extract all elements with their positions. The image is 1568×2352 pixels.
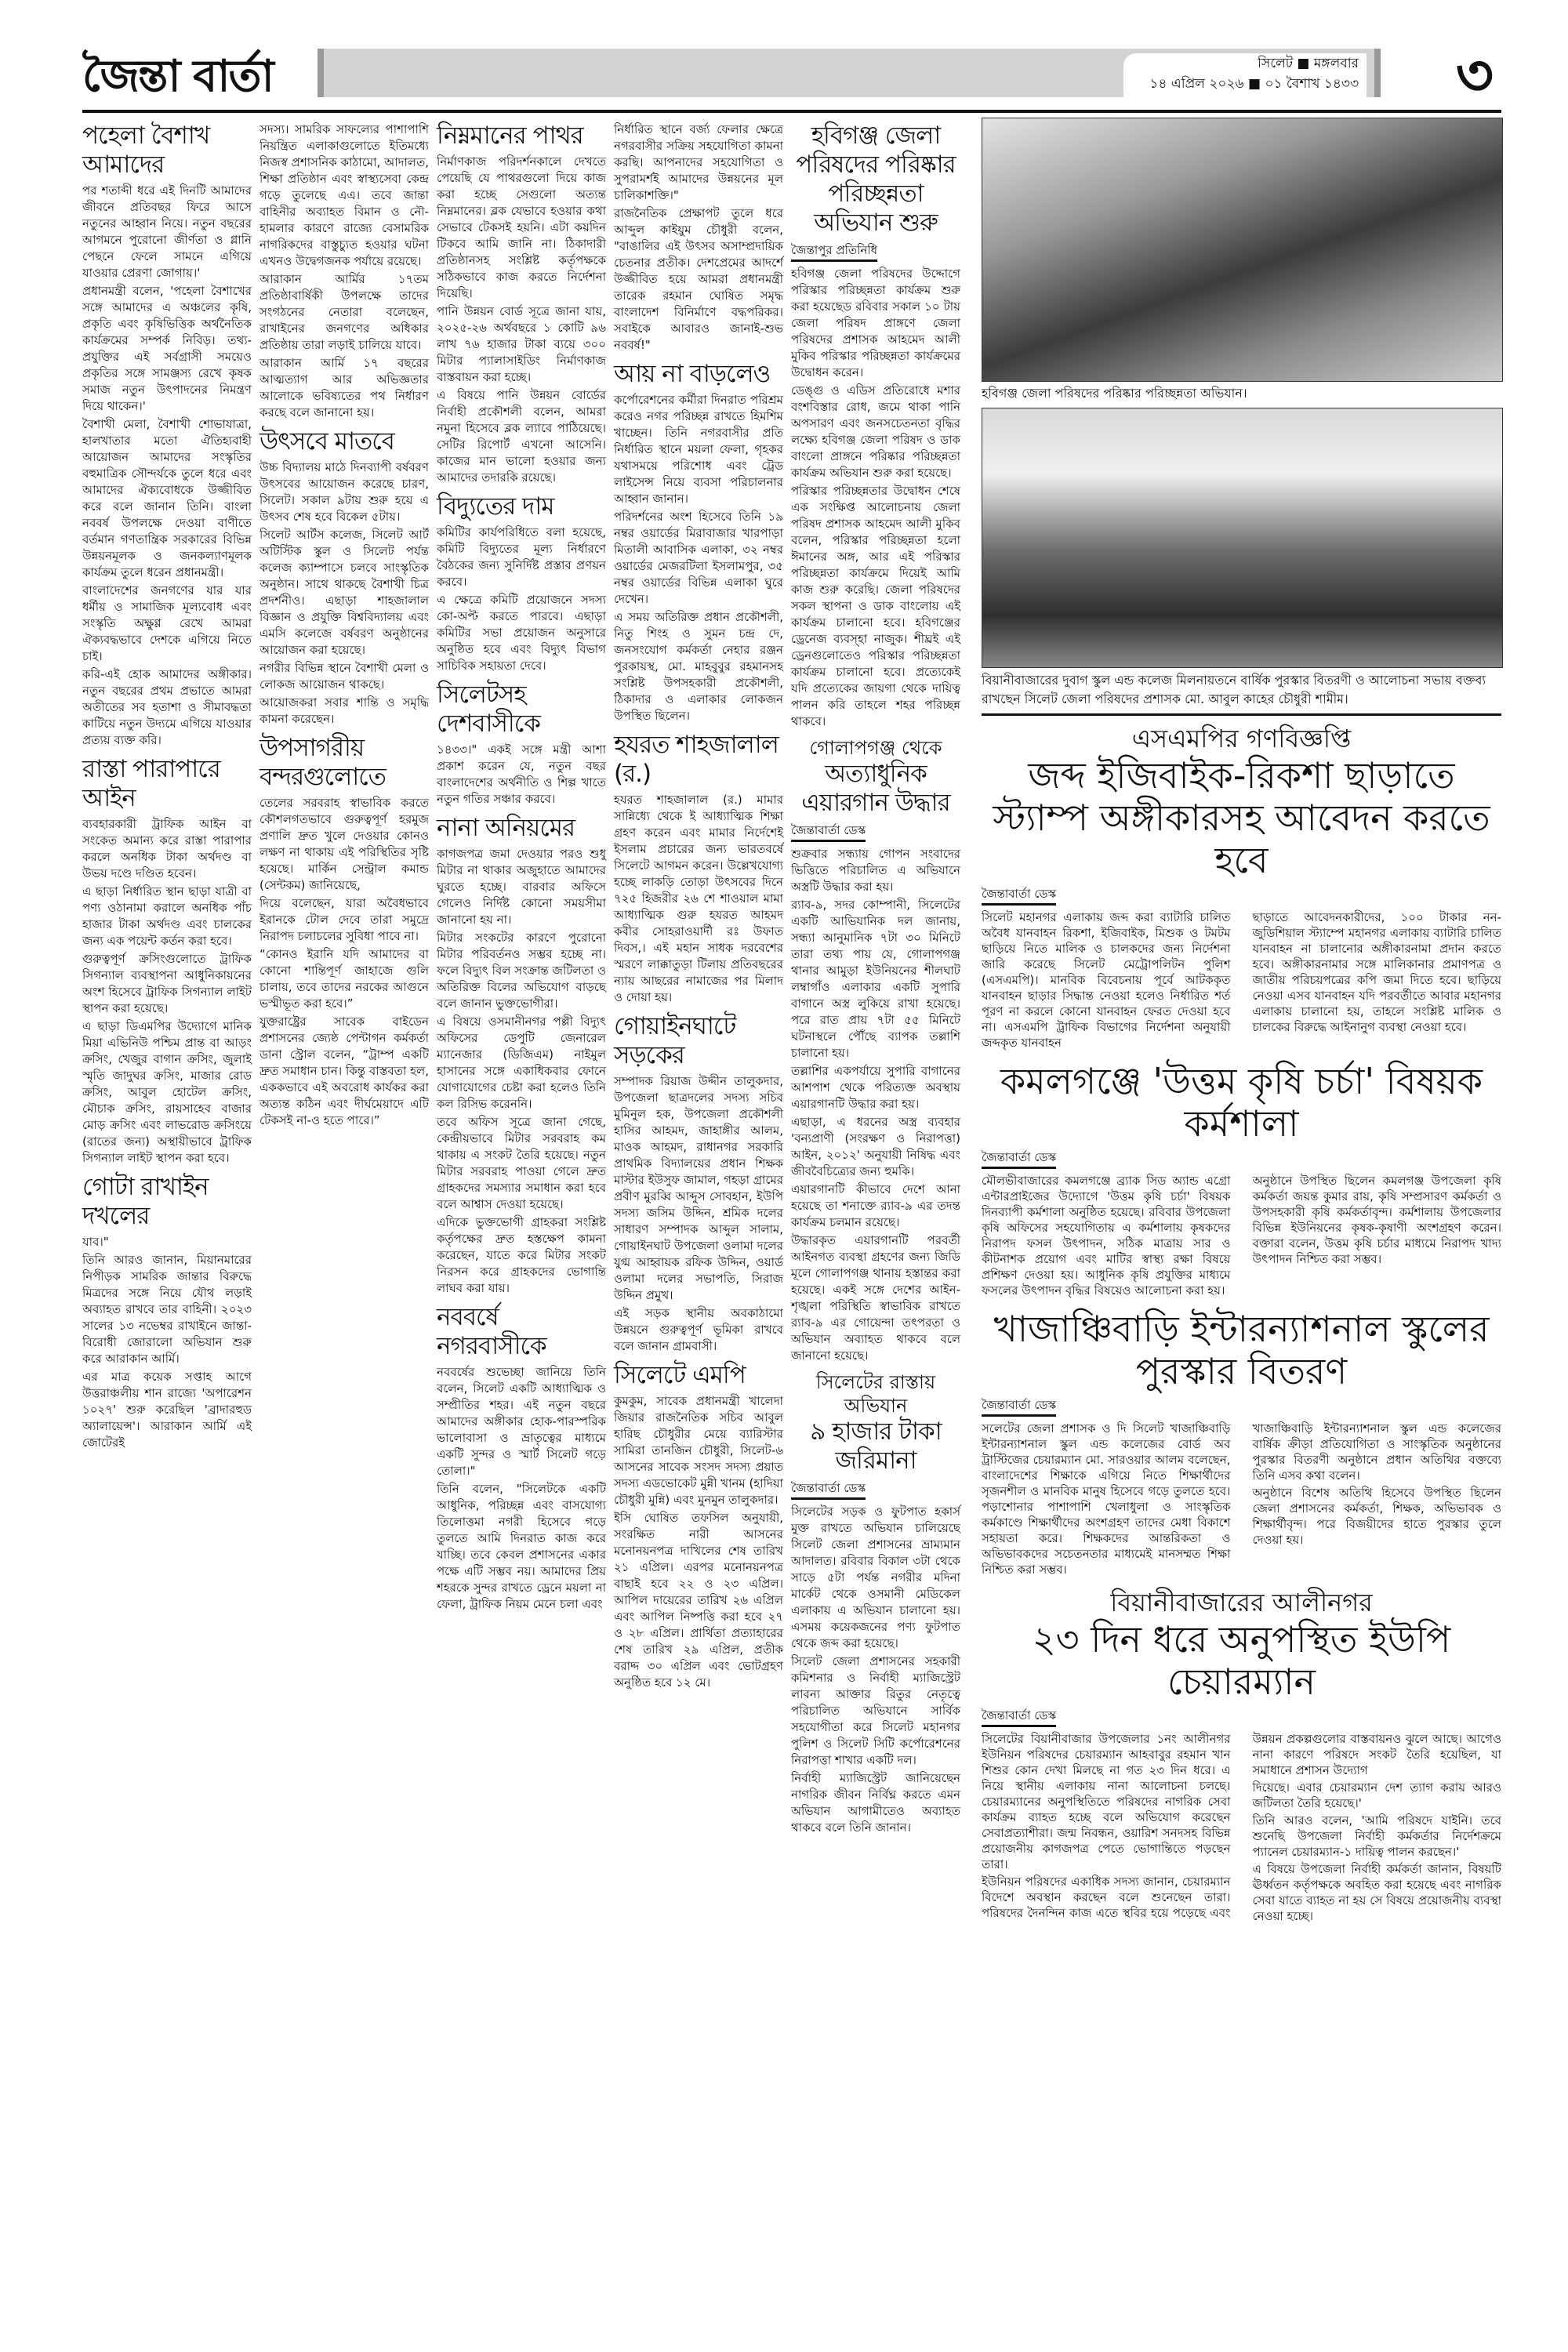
article-byline: জৈন্তাবার্তা ডেস্ক: [982, 886, 1056, 906]
article-paragraph: র‍্যাব-৯, সদর কোম্পানী, সিলেটের একটি আভিযানিক দল জানায়, সন্ধ্যা আনুমানিক ৭টা ৩০ মিনিটে তারা তথ্য পায় যে, গোলাপগঞ্জ থানার আমুড়া ইউনিয়নের শীলঘাট লম্বাগাঁও এলাকার একটি সুপারি বাগানে অস্ত্র লুকিয়ে রাখা হয়েছে। পরে রাত প্রায় ৭টা ৫৫ মিনিটে ঘটনাস্থলে পৌঁছে ব্যাপক তল্লাশি চালানো হয়।: [791, 898, 960, 1060]
article-headline: অত্যাধুনিক এয়ারগান উদ্ধার: [801, 760, 950, 817]
article-paragraph: কাগজপত্র জমা দেওয়ার পরও শুধু মিটার না থাকার অজুহাতে আমাদের ঘুরতে হচ্ছে। বারবার অফিসে গেলেও নির্দিষ্ট কোনো সময়সীমা জানানো হয় না।: [437, 847, 606, 927]
page-number: ৩: [1455, 42, 1494, 109]
article: [437, 681, 606, 808]
article-paragraph: রাজনৈতিক প্রেক্ষাপট তুলে ধরে আব্দুল কাইয়ুম চৌধুরী বলেন, "বাঙালির এই উৎসব অসাম্প্রদায়িক চেতনার প্রতীক। দেশপ্রেমের আদর্শে উজ্জীবিত হয়ে আমরা প্রধানমন্ত্রী তারেক রহমান ঘোষিত সমৃদ্ধ বাংলাদেশ বিনির্মাণে বদ্ধপরিকর। সবাইকে আবারও জানাই-শুভ নববর্ষ!": [614, 206, 783, 352]
article-body: [614, 1393, 783, 1691]
article-body: [614, 122, 783, 354]
article-paragraph: পরিস্কার পরিচ্ছন্নতার উদ্বোধন শেষে এক সংক্ষিপ্ত আলোচনায় জেলা পরিষদ প্রশাসক আহমেদ আলী মুকিব বলেন, পরিস্কার পরিচ্ছন্নতা হলো ঈমানের অঙ্গ, আর এই পরিস্কার পরিচ্ছন্নতা কার্যক্রমে দিয়েই আমি কাজ শুরু করেছি। জেলা পরিষদের সকল স্থাপনা ও ডাক বাংলোয় এই কার্যক্রম চালানো হবে। হবিগঞ্জের ড্রেনেজ ব্যবস্হা নাজুক। শীঘ্রই এই ড্রেনগুলোতেও পরিস্কার পরিচ্ছন্নতা কার্যক্রম চালানো হবে। প্রত্যেকেই যদি প্রত্যেকের জায়গা থেকে দায়িত্ব পালন করি তাহলে শহর পরিচ্ছন্ন থাকবে।: [791, 484, 960, 728]
article-body: [260, 795, 429, 1129]
article-paragraph: ইউনিয়ন পরিষদের একাধিক সদস্য জানান, চেয়ারম্যান বিদেশে অবস্থান করছেন বলে শুনেছেন তারা। পরিষদের দৈনন্দিন কাজ এতে স্থবির হয়ে পড়েছে এবং উন্নয়ন প্রকল্পগুলোর বাস্তবায়নও ঝুলে আছে। আগেও নানা কারণে পরিষদে সংকট তৈরি হয়েছিল, যা সমাধানে প্রশাসন উদ্যোগ: [982, 1732, 1501, 1920]
article-paragraph: কমিটির কার্যপরিধিতে বলা হয়েছে, কমিটি বিদ্যুতের মূল্য নির্ধারণে বৈঠকের জন্য সুনির্দিষ্ট প্রস্তাব প্রণয়ন করবে।: [437, 525, 606, 589]
article-body: [260, 459, 429, 728]
article-paragraph: সিলেট জেলা প্রশাসনের সহকারী কমিশনার ও নির্বাহী ম্যাজিস্ট্রেট লাবন্য আক্তার রিতুর নেতৃত্বে পরিচালিত অভিযানে সার্বিক সহযোগীতা করে সিলেট মহানগর পুলিশ ও সিলেট সিটি কর্পোরেশনের নিরাপত্তা শাখার একটি দল।: [791, 1654, 960, 1767]
article: [437, 122, 606, 486]
article-paragraph: এ বিষয়ে ওসমানীনগর পল্লী বিদ্যুৎ অফিসের ডেপুটি জেনারেল ম্যানেজার (ডিজিএম) নাইমুল হাসানের সঙ্গে একাধিকবার ফোনে যোগাযোগের চেষ্টা করা হলেও তিনি কল রিসিভ করেননি।: [437, 1014, 606, 1111]
article-body: [260, 122, 429, 421]
issue-date: ১৪ এপ্রিল ২০২৬ ■ ০১ বৈশাখ ১৪৩৩: [1149, 76, 1359, 92]
article-paragraph: করি-এই হোক আমাদের অঙ্গীকার। নতুন বছরের প্রথম প্রভাতে আমরা অতীতের সব হতাশা ও সীমাবদ্ধতা কাটিয়ে নতুন উদ্যমে এগিয়ে যাওয়ার প্রত্যয় ব্যক্ত করি।: [82, 667, 252, 747]
article-paragraph: হবিগঞ্জ জেলা পরিষদের উদ্দোগে পরিস্কার পরিচ্ছন্নতা কার্যক্রম শুরু করা হয়েছেড রবিবার সকাল ১০ টায় জেলা পরিষদ প্রাঙ্গণে জেলা পরিষদের প্রশাসক আহমেদ আলী মুকিব পরিস্কার পরিচ্ছন্নতা কার্যক্রমের উদ্বোধন করেন।: [791, 267, 960, 379]
article-headline: নিম্নমানের পাথর: [437, 122, 583, 150]
article-paragraph: তিনি আরও জানান, মিয়ানমারের নিপীড়ক সামরিক জান্তার বিরুদ্ধে মিত্রদের সঙ্গে নিয়ে যৌথ লড়াই অব্যাহত রাখবে তার বাহিনী। ২০২৩ সালের ১৩ নভেম্বর রাখাইনে জান্তা-বিরোধী জোরালো অভিযান শুরু করে আরাকান আর্মি।: [82, 1253, 252, 1366]
article: [982, 1308, 1501, 1577]
article-paragraph: উচ্চ বিদ্যালয় মাঠে দিনব্যাপী বর্ষবরণ উৎসবের আয়োজন করেছে চারণ, সিলেট। সকাল ৯টায় শুরু হয়ে এ উৎসব শেষ হবে বিকেল ৫টায়।: [260, 460, 429, 524]
dateline: [1123, 53, 1367, 97]
article-body: [82, 1234, 252, 1451]
section-divider: [982, 713, 1501, 716]
article-body: [982, 1731, 1501, 1924]
article-headline: সিলেটসহ দেশবাসীকে: [437, 681, 540, 738]
article-paragraph: দিয়ে বলেছেন, যারা অবৈধভাবে ইরানকে টোল দেবে তারা সমুদ্রে নিরাপদ চলাচলের সুবিধা পাবে না।: [260, 896, 429, 943]
article-paragraph: এছাড়া, এ ধরনের অস্ত্র ব্যবহার 'বন্যপ্রাণী (সংরক্ষণ ও নিরাপত্তা) আইন, ২০১২' অনুযায়ী নিষিদ্ধ এবং জীববৈচিত্র্যের জন্য হুমকি।: [791, 1115, 960, 1178]
article-paragraph: সিলেট মহানগর এলাকায় জব্দ করা ব্যাটারি চালিত অবৈধ যানবাহন রিকশা, ইজিবাইক, মিশুক ও টমটম ছাড়িয়ে নিতে মালিক ও চালকদের জন্য নির্দেশনা জারি করেছে সিলেট মেট্রোপলিটন পুলিশ (এসএমপি)। মানবিক বিবেচনায় পূর্বে আটককৃত যানবাহন ছাড়ার সিদ্ধান্ত নেওয়া হলেও নির্ধারিত শর্ত পূরণ না করলে কোনো যানবাহন ফেরত দেওয়া হবে না। এসএমপি ট্রাফিক বিভাগের নির্দেশনা অনুযায়ী জব্দকৃত যানবাহন: [982, 910, 1231, 1050]
article-paragraph: উদ্ধারকৃত এয়ারগানটি পরবর্তী আইনগত ব্যবস্থা গ্রহণের জন্য জিডি মূলে গোলাপগঞ্জ থানায় হস্তান্তর করা হয়েছে। একই সঙ্গে দেশের আইন-শৃঙ্খলা পরিস্থিতি স্বাভাবিক রাখতে র‍্যাব-৯ এর গোয়েন্দা তৎপরতা ও অভিযান অব্যাহত থাকবে বলে জানানো হয়েছে।: [791, 1233, 960, 1363]
article-kicker: গোলাপগঞ্জ থেকে: [809, 737, 942, 759]
article-headline: গোটা রাখাইন দখলের: [82, 1173, 209, 1230]
article-paragraph: এ সময় অতিরিক্ত প্রধান প্রকৌশলী, নিতু শিংহ ও সুমন চন্দ্র দে, জনসংযোগ কর্মকর্তা নেহার রঞ্জন পুরকায়স্থ, মো. মাহবুবুর রহমানসহ সংশ্লিষ্ট উপসহকারী প্রকৌশলী, ঠিকাদার ও এলাকার লোকজন উপস্থিত ছিলেন।: [614, 610, 783, 723]
article-paragraph: সদস্য। সামরিক সাফল্যের পাশাপাশি নিয়ন্ত্রিত এলাকাগুলোতে ইতিমধ্যে নিজস্ব প্রশাসনিক কাঠামো, আদালত, শিক্ষা প্রতিষ্ঠান এবং স্বাস্থ্যসেবা কেন্দ্র গড়ে তুলেছে এএ। তবে জান্তা বাহিনীর অব্যাহত বিমান ও নৌ-হামলার কারণে রাজ্যে বেসামরিক নাগরিকদের বাস্তুচ্যুত হওয়ার ঘটনা এখনও উদ্বেগজনক পর্যায়ে রয়েছে।: [260, 122, 429, 268]
article-headline: পহেলা বৈশাখ আমাদের: [82, 122, 210, 179]
article-body: [791, 1504, 960, 1836]
article-byline: জৈন্তাবার্তা ডেস্ক: [791, 822, 866, 842]
photo-prize-distribution: [982, 408, 1503, 668]
city-day: সিলেট ■ মঙ্গলবার: [1258, 56, 1359, 71]
article-paragraph: ব্যবহারকারী ট্রাফিক আইন বা সংকেত অমান্য করে রাস্তা পারাপার করলে অনধিক টাকা অর্থদণ্ড বা উভয় দণ্ডে দণ্ডিত হবেন।: [82, 817, 252, 880]
news-column-3: [437, 122, 606, 1619]
article-paragraph: যুক্তরাষ্ট্রের সাবেক বাইডেন প্রশাসনের জ্যেষ্ঠ পেন্টাগন কর্মকর্তা ডানা স্ট্রোল বলেন, “ট্রাম্প একটি দ্রুত সমাধান চান। কিন্তু বাস্তবতা হল, এককভাবে এই অবরোধ কার্যকর করা অত্যন্ত কঠিন এবং দীর্ঘমেয়াদে এটি টেকসই না-ও হতে পারে।”: [260, 1014, 429, 1127]
article-body: [437, 1364, 606, 1613]
article-byline: জৈন্তাপুর প্রতিনিধি: [791, 242, 877, 262]
article-paragraph: এ ছাড়া ডিএমপির উদ্যোগে মানিক মিয়া এভিনিউ পশ্চিম প্রান্ত বা আড়ং ক্রসিং, খেজুর বাগান ক্রসিং, জুলাই স্মৃতি জাদুঘর ক্রসিং, মাজার রোড ক্রসিং, আবুল হোটেল ক্রসিং, মৌচাক ক্রসিং, রায়সাহেব বাজার মোড় ক্রসিং এবং লাভরোড ক্রসিংয়ে (রাতের জন্য) অস্থায়ীভাবে ট্রাফিক সিগন্যাল লাইট স্থাপন করা হবে।: [82, 1019, 252, 1165]
article-paragraph: নির্মাণকাজ পরিদর্শনকালে দেখতে পেয়েছি যে পাথরগুলো দিয়ে কাজ করা হচ্ছে সেগুলো অত্যন্ত নিম্নমানের। ব্লক যেভাবে হওয়ার কথা সেভাবে টেকসই হয়নি। এটা কয়দিন টিকবে আমি জানি না। ঠিকাদারী প্রতিষ্ঠানসহ সংশ্লিষ্ট কর্তৃপক্ষকে সঠিকভাবে কাজ করতে নির্দেশনা দিয়েছি।: [437, 154, 606, 300]
article-paragraph: আয়োজকরা সবার শান্তি ও সমৃদ্ধি কামনা করেছেন।: [260, 695, 429, 726]
article: [82, 1173, 252, 1451]
article: [614, 122, 783, 354]
article: [260, 427, 429, 728]
article-body: [437, 154, 606, 486]
article-headline: বিদ্যুতের দাম: [437, 492, 554, 521]
article-headline: উৎসবে মাতবে: [260, 427, 394, 456]
article-body: [82, 183, 252, 749]
article-body: [614, 1073, 783, 1355]
article-paragraph: গুরুত্বপূর্ণ ক্রসিংগুলোতে ট্রাফিক সিগন্যাল ব্যবস্থাপনা আধুনিকায়নের অংশ হিসেবে ট্রাফিক সিগন্যাল লাইট স্থাপন করা হয়েছে।: [82, 952, 252, 1015]
article-kicker: এসএমপির গণবিজ্ঞপ্তি: [1131, 724, 1352, 753]
article-paragraph: প্রধানমন্ত্রী বলেন, 'পহেলা বৈশাখের সঙ্গে আমাদের এ অঞ্চলের কৃষি, প্রকৃতি এবং কৃষিভিত্তিক অর্থনৈতিক কার্যক্রমের সম্পর্ক নিবিড়। তথ্য-প্রযুক্তির এই সর্বগ্রাসী সময়েও প্রকৃতির সঙ্গে সামঞ্জস্য রেখে কৃষক সমাজ নতুন উৎপাদনের নিমন্ত্রণ দিয়ে থাকেন।': [82, 284, 252, 413]
article: [437, 1303, 606, 1613]
article: [982, 1060, 1501, 1298]
article-byline: জৈন্তাবার্তা ডেস্ক: [791, 1480, 866, 1500]
article: [614, 1012, 783, 1355]
news-column-4: [614, 122, 783, 1697]
article-headline: কমলগঞ্জে 'উত্তম কৃষি চর্চা' বিষয়ক কর্মশালা: [1000, 1060, 1483, 1145]
article: [614, 1361, 783, 1691]
article-paragraph: দিয়েছে। এবার চেয়ারম্যান দেশ ত্যাগ করায় আরও জটিলতা তৈরি হয়েছে।': [1252, 1780, 1501, 1810]
article-body: [982, 909, 1501, 1051]
article-paragraph: সম্পাদক রিয়াজ উদ্দীন তালুকদার, উপজেলা ছাত্রদলের সদস্য সচিব মুমিনুল হক, উপজেলা প্রকৌশলী হাসির আহমদ, জাহাঙ্গীর আলম, মাওক আহমদ, রাধানগর সরকারি প্রাথমিক বিদ্যালয়ের প্রধান শিক্ষক মাস্টার ইউসুফ জামাল, গহড়া গ্রামের প্রবীণ মুরব্বি আব্দুস সোবহান, ইউপি সদস্য জসিম উদ্দিন, শ্রমিক দলের সাধারণ সম্পাদক আব্দুল সালাম, গোয়াইনঘাট উপজেলা ওলামা দলের যুগ্ম আহ্বায়ক রফিক উদ্দিন, ওয়ার্ড ওলামা দলের সভাপতি, সিরাজ উদ্দিন প্রমুখ।: [614, 1074, 783, 1302]
article-paragraph: এয়ারগানটি কীভাবে দেশে আনা হয়েছে তা শনাক্তে র‍্যাব-৯ এর তদন্ত কার্যক্রম চলমান রয়েছে।: [791, 1182, 960, 1229]
article-headline: সিলেটে এমপি: [614, 1361, 746, 1389]
article-paragraph: এ বিষয়ে উপজেলা নির্বাহী কর্মকর্তা জানান, বিষয়টি ঊর্ধ্বতন কর্তৃপক্ষকে অবহিত করা হয়েছে এবং নাগরিক সেবা যাতে ব্যাহত না হয় সে বিষয়ে প্রয়োজনীয় ব্যবস্থা নেওয়া হচ্ছে।: [1252, 1862, 1501, 1923]
article-headline: রাস্তা পারাপারে আইন: [82, 755, 220, 812]
article: [82, 122, 252, 749]
article-paragraph: তল্লাশির একপর্যায়ে সুপারি বাগানের আশপাশ থেকে পরিত্যক্ত অবস্থায় এয়ারগানটি উদ্ধার করা হয়।: [791, 1064, 960, 1111]
article-paragraph: এদিকে ভুক্তভোগী গ্রাহকরা সংশ্লিষ্ট কর্তৃপক্ষের দ্রুত হস্তক্ষেপ কামনা করেছেন, যাতে করে মিটার সংকট নিরসন করে গ্রাহকদের ভোগান্তি লাঘব করা যায়।: [437, 1215, 606, 1295]
article: [791, 122, 960, 730]
article-paragraph: কর্পোরেশনের কর্মীরা দিনরাত পরিশ্রম করেও নগর পরিচ্ছন্ন রাখতে হিমশিম খাচ্ছেন। তিনি নগরবাসীর প্রতি নির্ধারিত স্থানে ময়লা ফেলা, গৃহকর যথাসময়ে পরিশোধ এবং ট্রেড লাইসেন্স নিয়ে ব্যবসা পরিচালনার আহ্বান জানান।: [614, 393, 783, 506]
article-headline: জব্দ ইজিবাইক-রিকশা ছাড়াতে স্ট্যাম্প অঙ্গীকারসহ আবেদন করতে হবে: [993, 754, 1490, 881]
article-paragraph: কুমকুম, সাবেক প্রধানমন্ত্রী খালেদা জিয়ার রাজনৈতিক সচিব আবুল হারিছ চৌধুরীর মেয়ে ব্যারিস্টার সামিরা তানজিন চৌধুরী, সিলেট-৬ আসনের সাবেক সংসদ সদস্য প্রয়াত সদস্য এডভোকেট মুন্নী খানম (হাদিয়া চৌধুরী মুন্নি) এবং মুনমুন তালুকদার।: [614, 1394, 783, 1507]
photo-caption: হবিগঞ্জ জেলা পরিষদের পরিষ্কার পরিচ্ছন্নতা অভিযান।: [982, 386, 1247, 401]
article-paragraph: নির্ধারিত স্থানে বর্জ্য ফেলার ক্ষেত্রে নগরবাসীর সক্রিয় সহযোগিতা কামনা করছি। আপনাদের সহযোগিতা ও সুপরামর্শই আমাদের উন্নয়নের মূল চালিকাশক্তি।": [614, 122, 783, 202]
article-paragraph: বৈশাখী মেলা, বৈশাখী শোভাযাত্রা, হালখাতার মতো ঐতিহ্যবাহী আয়োজন আমাদের সংস্কৃতির বহুমাত্রিক সৌন্দর্যকে তুলে ধরে এবং আমাদের ঐক্যবোধকে উজ্জীবিত করে বলে জানান তিনি। বাংলা নববর্ষ উপলক্ষে দেওয়া বাণীতে বর্তমান গণতান্ত্রিক সরকারের বিভিন্ন উন্নয়নমূলক ও জনকল্যাণমূলক কার্যক্রম তুলে ধরেন প্রধানমন্ত্রী।: [82, 417, 252, 579]
newspaper-logo: জৈন্তা বার্তা: [82, 50, 273, 102]
article-paragraph: এ বিষয়ে পানি উন্নয়ন বোর্ডের নির্বাহী প্রকৌশলী বলেন, আমরা নমুনা হিসেবে ব্লক ল্যাবে পাঠিয়েছে। সেটির রিপোর্ট এখনো আসেনি। কাজের মান ভালো হওয়ার জন্য আমাদের তদারকি রয়েছে।: [437, 388, 606, 485]
article-byline: জৈন্তাবার্তা ডেস্ক: [982, 1149, 1056, 1169]
article-kicker: সিলেটের রাস্তায় অভিযান: [815, 1371, 936, 1417]
article: [437, 492, 606, 674]
article-headline: খাজাঞ্চিবাড়ি ইন্টারন্যাশনাল স্কুলের পুরস্কার বিতরণ: [993, 1308, 1490, 1392]
article: [260, 734, 429, 1129]
article-paragraph: খাজাঞ্চিবাড়ি ইন্টারন্যাশনাল স্কুল এন্ড কলেজের বার্ষিক ক্রীড়া প্রতিযোগিতা ও সাংস্কৃতিক অনুষ্ঠানের পুরস্কার বিতরণী অনুষ্ঠানে প্রধান অতিথির বক্তব্যে তিনি এসব কথা বলেন।: [1252, 1421, 1501, 1483]
article-paragraph: নগরীর বিভিন্ন স্থানে বৈশাখী মেলা ও লোকজ আয়োজন থাকছে।: [260, 661, 429, 691]
article-body: [614, 392, 783, 724]
article-paragraph: সিলেটের বিয়ানীবাজার উপজেলার ১নং আলীনগর ইউনিয়ন পরিষদের চেয়ারম্যান আহবাবুর রহমান খান শিশুর কোন দেখা মিলছে না গত ২৩ দিন ধরে। এ নিয়ে স্থানীয় এলাকায় নানা আলোচনা চলছে। চেয়ারম্যানের অনুপস্থিতিতে পরিষদের নাগরিক সেবা কার্যক্রম ব্যাহত হচ্ছে বলে অভিযোগ করেছেন সেবাপ্রত্যাশীরা। জন্ম নিবন্ধন, ওয়ারিশ সনদসহ বিভিন্ন প্রয়োজনীয় কাগজপত্র পেতে ভোগান্তিতে পড়ছেন তারা।: [982, 1732, 1231, 1871]
article: [982, 723, 1501, 1051]
article-headline: ৯ হাজার টাকা জরিমানা: [810, 1417, 942, 1475]
article-paragraph: যাব।": [82, 1235, 109, 1249]
article: [437, 814, 606, 1297]
article-paragraph: নববর্ষের শুভেচ্ছা জানিয়ে তিনি বলেন, সিলেট একটি আধ্যাত্মিক ও সম্প্রীতির শহর। এই নতুন বছরে আমাদের অঙ্গীকার হোক-পারস্পরিক ভালোবাসা ও ভ্রাতৃত্বের মাধ্যমে একটি সুন্দর ও স্মার্ট সিলেট গড়ে তোলা।": [437, 1365, 606, 1478]
article-paragraph: বাংলাদেশের জনগণের যার যার ধর্মীয় ও সামাজিক মূল্যবোধ এবং সংস্কৃতি অক্ষুণ্ণ রেখে আমরা ঐক্যবদ্ধভাবে দেশকে এগিয়ে নিতে চাই।: [82, 583, 252, 663]
article-paragraph: অনুষ্ঠানে উপস্থিত ছিলেন কমলগঞ্জ উপজেলা কৃষি কর্মকর্তা জয়ন্ত কুমার রায়, কৃষি সম্প্রসারণ কর্মকর্তা ও উপসহকারী কৃষি কর্মকর্তাবৃন্দ। কর্মশালায় উপজেলার বিভিন্ন ইউনিয়নের কৃষক-কৃষাণী অংশগ্রহণ করেন। বক্তারা বলেন, উত্তম কৃষি চর্চার মাধ্যমে নিরাপদ খাদ্য উৎপাদন নিশ্চিত করা সম্ভব।: [1252, 1174, 1501, 1266]
article-kicker: বিয়ানীবাজারের আলীনগর: [1110, 1588, 1373, 1617]
article: [614, 731, 783, 1006]
article: [260, 122, 429, 421]
feature-column: [982, 723, 1501, 1933]
article-headline: হবিগঞ্জ জেলা পরিষদের পরিষ্কার পরিচ্ছন্নতা অভিযান শুরু: [796, 122, 956, 237]
article-body: [982, 1173, 1501, 1298]
article-paragraph: অনুষ্ঠানে বিশেষ অতিথি হিসেবে উপস্থিত ছিলেন জেলা প্রশাসনের কর্মকর্তা, শিক্ষক, অভিভাবক ও শিক্ষার্থীবৃন্দ। পরে বিজয়ীদের হাতে পুরস্কার তুলে দেওয়া হয়।: [1252, 1486, 1501, 1547]
article-byline: জৈন্তাবার্তা ডেস্ক: [982, 1708, 1056, 1727]
article-body: [437, 742, 606, 808]
article-paragraph: তিনি আরও বলেন, 'আমি পরিষদে যাইনি। তবে শুনেছি উপজেলা নির্বাহী কর্মকর্তার নির্দেশক্রমে প্যানেল চেয়ারম্যান-১ দায়িত্ব পালন করছেন।': [1252, 1813, 1501, 1859]
news-column-5: [791, 122, 960, 1842]
article-paragraph: ছাড়াতে আবেদনকারীদের, ১০০ টাকার নন-জুডিশিয়াল স্ট্যাম্পে মহানগর এলাকায় ব্যাটারি চালিত যানবাহন না চালানোর অঙ্গীকারনামা প্রদান করতে হবে। অঙ্গীকারনামার সঙ্গে মালিকানার প্রমাণপত্র ও জাতীয় পরিচয়পত্রের কপি জমা দিতে হবে। ছাড়িয়ে নেওয়া এসব যানবাহন যদি পরবর্তীতে আবার মহানগর এলাকায় চালানো হয়, তাহলে সংশ্লিষ্ট মালিক ও চালকের বিরুদ্ধে আইনানুগ ব্যবস্থা নেওয়া হবে।: [1252, 910, 1501, 1034]
article: [82, 755, 252, 1167]
article: [791, 736, 960, 1364]
article-paragraph: ডেঙ্গু ও এডিস প্রতিরোধে মশার বংশবিস্তার রোধ, জমে থাকা পানি অপসারণ এবং জনসচেতনতা বৃদ্ধির লক্ষ্যে হবিগঞ্জ জেলা পরিষদ ও ডাক বাংলো প্রাঙ্গনে পরিষ্কার পরিচ্ছন্নতা কার্যক্রম অভিযান শুরু করা হয়েছে।: [791, 383, 960, 480]
article-paragraph: পানি উন্নয়ন বোর্ড সূত্রে জানা যায়, ২০২৫-২৬ অর্থবছরে ১ কোটি ৯৬ লাখ ৭৬ হাজার টাকা ব্যয়ে ৩০০ মিটার প্যালাসাইডিং নির্মাণকাজ বাস্তবায়ন করা হচ্ছে।: [437, 304, 606, 384]
masthead: [82, 42, 1501, 109]
article-paragraph: সিলেট আর্টস কলেজ, সিলেট আর্ট অটিস্টিক স্কুল ও সিলেট পর্যন্ত কলেজ ক্যাম্পাসে চলবে সাংস্কৃতিক অনুষ্ঠান। সাথে থাকছে বৈশাখী চিত্র প্রদর্শনীও। এছাড়া শাহজালাল বিজ্ঞান ও প্রযুক্তি বিশ্ববিদ্যালয় এবং এমসি কলেজে বর্ষবরণ অনুষ্ঠানের আয়োজন করা হয়েছে।: [260, 528, 429, 657]
article: [614, 360, 783, 724]
article-body: [982, 1421, 1501, 1577]
article: [791, 1370, 960, 1836]
article-paragraph: এ ছাড়া নির্ধারিত স্থান ছাড়া যাত্রী বা পণ্য ওঠানামা করালে অনধিক পাঁচ হাজার টাকা অর্থদণ্ড এবং চালকের জন্য এক পয়েন্ট কর্তন করা হবে।: [82, 884, 252, 948]
article-paragraph: আরাকান আর্মি ১৭ বছরের আত্মত্যাগ আর অভিজ্ঞতার আলোকে ভবিষ্যতের পথ নির্ধারণ করছে বলে জানানো হয়।: [260, 356, 429, 419]
article-paragraph: আরাকান আর্মির ১৭তম প্রতিষ্ঠাবার্ষিকী উপলক্ষে তাদের সংগঠনের নেতারা বলেছেন, রাখাইনের জনগণের অধিকার প্রতিষ্ঠায় তারা লড়াই চালিয়ে যাবে।: [260, 272, 429, 352]
article-body: [791, 846, 960, 1364]
article-paragraph: হযরত শাহজালাল (র.) মামার সান্নিধ্যে থেকে ই আধ্যাত্মিক শিক্ষা গ্রহণ করেন এবং মামার নির্দেশেই ইসলাম প্রচারের জন্য ভারতবর্ষে সিলেটে আগমন করেন। উল্লেখযোগ্য হচ্ছে লাকড়ি তোড়া উৎসবের দিনে ৭২৫ হিজরীর ২৬ শে শাওয়াল মামা আধ্যাত্মিক গুরু হযরত আহমদ কবীর সোহরাওয়ার্দী রঃ উফাত দিবস,। এই মহান সাধক দরবেশের স্মরণে লাক্কাতুড়া টিলায় প্রতিবছরের ন্যায় আছরের নামাজের পর মিলাদ ও দোয়া হয়।: [614, 793, 783, 1004]
news-column-2: [260, 122, 429, 1135]
news-column-1: [82, 122, 252, 1457]
article-paragraph: পর শতাব্দী ধরে এই দিনটি আমাদের জীবনে প্রতিবছর ফিরে আসে নতুনের আহ্বান নিয়ে। নতুন বছরের আগমনে পুরোনো জীর্ণতা ও গ্লানি পেছনে ফেলে সামনে এগিয়ে যাওয়ার প্রেরণা জোগায়।': [82, 183, 252, 280]
article-paragraph: পরিদর্শনের অংশ হিসেবে তিনি ১৯ নম্বর ওয়ার্ডের মিরাবাজার খারপাড়া মিতালী আবাসিক এলাকা, ৩২ নম্বর ওয়ার্ডের মেজরটিলা ইসলামপুর, ৩৫ নম্বর ওয়ার্ডের বিভিন্ন এলাকা ঘুরে দেখেন।: [614, 510, 783, 606]
article-headline: নববর্ষে নগরবাসীকে: [437, 1303, 546, 1360]
article-paragraph: তেলের সরবরাহ স্বাভাবিক করতে কৌশলগতভাবে গুরুত্বপূর্ণ হরমুজ প্রণালি দ্রুত খুলে দেওয়ার কোনও লক্ষণ না থাকায় এই পরিস্থিতির সৃষ্টি হয়েছে। মার্কিন সেন্ট্রাল কমান্ড (সেন্টকম) জানিয়েছে,: [260, 796, 429, 892]
article-headline: আয় না বাড়লেও: [614, 360, 771, 388]
header-rule: [82, 110, 1501, 113]
article-byline: জৈন্তাবার্তা ডেস্ক: [982, 1397, 1056, 1417]
article-body: [437, 846, 606, 1297]
article-body: [791, 266, 960, 730]
article-paragraph: তবে অফিস সূত্রে জানা গেছে, কেন্দ্রীয়ভাবে মিটার সরবরাহ কম থাকায় এ সংকট তৈরি হয়েছে। নতুন মিটার সরবরাহ পাওয়া গেলে দ্রুত গ্রাহকদের সমস্যার সমাধান করা হবে বলে আশ্বাস দেওয়া হয়েছে।: [437, 1115, 606, 1211]
photo-cleanliness-drive: [982, 118, 1503, 382]
article-headline: ২৩ দিন ধরে অনুপস্থিত ইউপি চেয়ারম্যান: [1032, 1618, 1451, 1703]
masthead-bar: [318, 49, 1381, 97]
article-headline: গোয়াইনঘাটে সড়কের: [614, 1012, 736, 1069]
article-paragraph: সিলেটের সড়ক ও ফুটপাত হকার্স মুক্ত রাখতে অভিযান চালিয়েছে সিলেট জেলা প্রশাসনের ভ্রাম্যমান আদালত। রবিবার বিকাল ৩টা থেকে সাড়ে ৫টা পর্যন্ত নগরীর মদিনা মার্কেট থেকে ওসমানী মেডিকেল এলাকায় এ অভিযান চালানো হয়। এসময় কয়েকজনের পণ্য ফুটপাত থেকে জব্দ করা হয়েছে।: [791, 1504, 960, 1650]
article-headline: হযরত শাহজালাল (র.): [614, 731, 779, 788]
article-body: [82, 816, 252, 1167]
article-paragraph: এই সড়ক স্থানীয় অবকাঠামো উন্নয়নে গুরুত্বপূর্ণ ভূমিকা রাখবে বলে জানান গ্রামবাসী।: [614, 1306, 783, 1353]
photo-caption: বিয়ানীবাজারের দুবাগ স্কুল এন্ড কলেজ মিলনায়তনে বার্ষিক পুরস্কার বিতরণী ও আলোচনা সভায় বক্তব্য রাখছেন সিলেট জেলা পরিষদের প্রশাসক মো. আবুল কাহের চৌধুরী শামীম।: [982, 673, 1486, 706]
article-paragraph: মিটার সংকটের কারণে পুরোনো মিটার পরিবর্তনও সম্ভব হচ্ছে না। ফলে বিদ্যুৎ বিল সংক্রান্ত জটিলতা ও অতিরিক্ত বিলের অভিযোগ বাড়ছে বলে জানান ভুক্তভোগীরা।: [437, 931, 607, 1011]
article-paragraph: ইসি ঘোষিত তফসিল অনুযায়ী, সংরক্ষিত নারী আসনের মনোনয়নপত্র দাখিলের শেষ তারিখ ২১ এপ্রিল। এরপর মনোনয়নপত্র বাছাই হবে ২২ ও ২৩ এপ্রিল। আপিল দায়েরের তারিখ ২৬ এপ্রিল এবং আপিল নিষ্পত্তি করা হবে ২৭ ও ২৮ এপ্রিল। প্রার্থিতা প্রত্যাহারের শেষ তারিখ ২৯ এপ্রিল, প্রতীক বরাদ্দ ৩০ এপ্রিল এবং ভোটগ্রহণ অনুষ্ঠিত হবে ১২ মে।: [614, 1511, 783, 1690]
article-paragraph: ১৪৩৩।" একই সঙ্গে মন্ত্রী আশা প্রকাশ করেন যে, নতুন বছর বাংলাদেশের অর্থনীতি ও শিল্প খাতে নতুন গতির সঞ্চার করবে।: [437, 742, 606, 806]
article-paragraph: নির্বাহী ম্যাজিস্ট্রেট জানিয়েছেন নাগরিক জীবন নির্বিঘ্ন করতে এমন অভিযান আগামীতেও অব্যাহত থাকবে বলে তিনি জানান।: [791, 1771, 960, 1835]
article-body: [437, 524, 606, 674]
article-headline: উপসাগরীয় বন্দরগুলোতে: [260, 734, 386, 791]
article-paragraph: শুক্রবার সন্ধ্যায় গোপন সংবাদের ভিত্তিতে পরিচালিত এ অভিযানে অস্ত্রটি উদ্ধার করা হয়।: [791, 847, 960, 894]
article-headline: নানা অনিয়মের: [437, 814, 575, 842]
article-paragraph: এ ক্ষেত্রে কমিটি প্রয়োজনে সদস্য কো-অপ্ট করতে পারবে। এছাড়া কমিটির সভা প্রয়োজন অনুসারে অনুষ্ঠিত হবে এবং বিদ্যুৎ বিভাগ সাচিবিক সহায়তা দেবে।: [437, 593, 606, 673]
article-paragraph: “কোনও ইরানি যদি আমাদের বা কোনো শান্তিপূর্ণ জাহাজে গুলি চালায়, তবে তাদের নরকের আগুনে ভস্মীভূত করা হবে।”: [260, 947, 429, 1011]
article-paragraph: সলেটের জেলা প্রশাসক ও দি সিলেট খাজাঞ্চিবাড়ি ইন্টারন্যাশনাল স্কুল এন্ড কলেজের বোর্ড অব ট্রাস্টিজের চেয়ারম্যান মো. সারওয়ার আলম বলেছেন, বাংলাদেশের শিক্ষাকে এগিয়ে নিতে শিক্ষার্থীদের সৃজনশীল ও মানবিক মানুষ হিসেবে গড়ে তুলতে হবে। পড়াশোনার পাশাপাশি খেলাধুলা ও সাংস্কৃতিক কর্মকাণ্ডে শিক্ষার্থীদের অংশগ্রহণ তাদের মেধা বিকাশে সহায়তা করে। শিক্ষকদের আন্তরিকতা ও অভিভাবকদের সচেতনতার মাধ্যমেই মানসম্মত শিক্ষা নিশ্চিত করা সম্ভব।: [982, 1421, 1231, 1577]
article-paragraph: মৌলভীবাজারের কমলগঞ্জে ব্র্যাক সিড অ্যান্ড এগ্রো এন্টারপ্রাইজের উদ্যোগে 'উত্তম কৃষি চর্চা' বিষয়ক দিনব্যাপী কর্মশালা অনুষ্ঠিত হয়েছে। রবিবার উপজেলা কৃষি অফিসের সহযোগিতায় এ কর্মশালায় কৃষকদের নিরাপদ ফসল উৎপাদন, সঠিক মাত্রায় সার ও কীটনাশক প্রয়োগ এবং মাটির স্বাস্থ্য রক্ষা বিষয়ে প্রশিক্ষণ দেওয়া হয়। আধুনিক কৃষি প্রযুক্তির মাধ্যমে ফসলের উৎপাদন বৃদ্ধির বিষয়েও আলোচনা করা হয়।: [982, 1174, 1231, 1298]
article: [982, 1587, 1501, 1924]
article-body: [614, 792, 783, 1006]
article-paragraph: তিনি বলেন, "সিলেটকে একটি আধুনিক, পরিচ্ছন্ন এবং বাসযোগ্য তিলোত্তমা নগরী হিসেবে গড়ে তুলতে আমি দিনরাত কাজ করে যাচ্ছি। তবে কেবল প্রশাসনের একার পক্ষে এটি সম্ভব নয়। আমাদের প্রিয় শহরকে সুন্দর রাখতে ড্রেনে ময়লা না ফেলা, ট্রাফিক নিয়ম মেনে চলা এবং: [437, 1482, 606, 1611]
article-paragraph: এর মাত্র কয়েক সপ্তাহ আগে উত্তরাঞ্চলীয় শান রাজ্যে 'অপারেশন ১০২৭' শুরু করেছিল 'ব্রাদারহুড অ্যালায়েন্স'। আরাকান আর্মি এই জোটেরই: [82, 1370, 252, 1450]
